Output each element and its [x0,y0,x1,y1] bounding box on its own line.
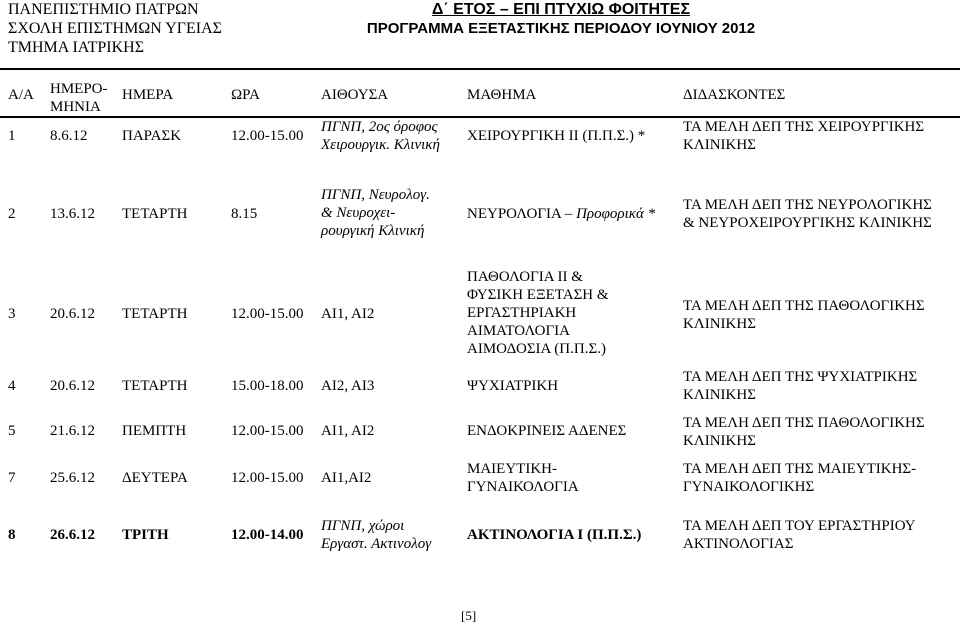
row-date: 8.6.12 [50,128,88,144]
row-time: 12.00-15.00 [231,423,304,439]
row-day: ΠΕΜΠΤΗ [122,423,187,439]
document-title [316,0,806,38]
row-course [467,460,579,496]
col-date-line1: ΗΜΕΡΟ- [50,81,108,97]
row-room-line: Χειρουργικ. Κλινική [321,137,440,153]
row-day: ΤΕΤΑΡΤΗ [122,378,188,394]
row-teachers-line: ΑΚΤΙΝΟΛΟΓΙΑΣ [683,536,794,552]
col-teachers: ΔΙΔΑΣΚΟΝΤΕΣ [683,87,786,103]
row-teachers-line: ΤΑ ΜΕΛΗ ΔΕΠ ΤΗΣ ΜΑΙΕΥΤΙΚΗΣ- [683,461,917,477]
col-aa: Α/Α [8,87,34,103]
col-date [50,80,108,116]
title-year: Δ΄ ΕΤΟΣ – ΕΠΙ ΠΤΥΧΙΩ ΦΟΙΤΗΤΕΣ [431,1,691,18]
row-teachers [683,368,917,404]
row-room: ΑΙ1, ΑΙ2 [321,423,375,439]
row-course-text: ΝΕΥΡΟΛΟΓΙΑ – [467,206,577,222]
title-schedule: ΠΡΟΓΡΑΜΜΑ ΕΞΕΤΑΣΤΙΚΗΣ ΠΕΡΙΟΔΟΥ ΙΟΥΝΙΟΥ 2012 [366,20,756,37]
row-day: ΤΕΤΑΡΤΗ [122,306,188,322]
department-name: ΤΜΗΜΑ ΙΑΤΡΙΚΗΣ [8,39,144,56]
row-course-line: ΑΙΜΑΤΟΛΟΓΙΑ [467,323,570,339]
row-teachers-line: ΤΑ ΜΕΛΗ ΔΕΠ ΤΗΣ ΝΕΥΡΟΛΟΓΙΚΗΣ [683,197,932,213]
row-room [321,118,440,154]
row-course-line: ΓΥΝΑΙΚΟΛΟΓΙΑ [467,479,579,495]
row-teachers [683,297,925,333]
row-room-line: ΠΓΝΠ, Νευρολογ. [321,187,430,203]
row-teachers-line: ΤΑ ΜΕΛΗ ΔΕΠ ΤΗΣ ΨΥΧΙΑΤΡΙΚΗΣ [683,369,918,385]
row-time: 12.00-15.00 [231,128,304,144]
row-date: 20.6.12 [50,378,95,394]
col-course: ΜΑΘΗΜΑ [467,87,537,103]
page-number: [5] [461,608,477,623]
row-teachers [683,196,932,232]
col-time: ΩΡΑ [231,87,260,103]
row-room [321,517,431,553]
row-time: 15.00-18.00 [231,378,304,394]
row-aa: 7 [8,470,16,486]
row-teachers-line: ΚΛΙΝΙΚΗΣ [683,387,756,403]
row-date: 26.6.12 [50,527,95,543]
col-day: ΗΜΕΡΑ [122,87,174,103]
row-teachers-line: ΤΑ ΜΕΛΗ ΔΕΠ ΤΗΣ ΠΑΘΟΛΟΓΙΚΗΣ [683,415,925,431]
row-course-note: Προφορικά * [576,206,656,222]
row-teachers [683,118,924,154]
row-teachers-line: ΚΛΙΝΙΚΗΣ [683,316,756,332]
row-time: 12.00-15.00 [231,470,304,486]
row-course [467,268,609,358]
row-course-line: ΑΙΜΟΔΟΣΙΑ (Π.Π.Σ.) [467,341,606,357]
row-room-line: ρουργική Κλινική [321,223,425,239]
row-course-line: ΕΡΓΑΣΤΗΡΙΑΚΗ [467,305,577,321]
row-course [467,205,655,223]
row-aa: 2 [8,206,16,222]
row-aa: 1 [8,128,16,144]
row-date: 20.6.12 [50,306,95,322]
university-name: ΠΑΝΕΠΙΣΤΗΜΙΟ ΠΑΤΡΩΝ [8,1,199,18]
school-name: ΣΧΟΛΗ ΕΠΙΣΤΗΜΩΝ ΥΓΕΙΑΣ [8,20,222,37]
header-rule-top [0,68,960,70]
row-teachers-line: ΓΥΝΑΙΚΟΛΟΓΙΚΗΣ [683,479,815,495]
col-room: ΑΙΘΟΥΣΑ [321,87,389,103]
row-room-line: Εργαστ. Ακτινολογ [321,536,432,552]
institution-block [8,0,222,57]
row-time: 8.15 [231,206,258,222]
row-teachers-line: ΤΑ ΜΕΛΗ ΔΕΠ ΤΗΣ ΠΑΘΟΛΟΓΙΚΗΣ [683,298,925,314]
row-teachers-line: & ΝΕΥΡΟΧΕΙΡΟΥΡΓΙΚΗΣ ΚΛΙΝΙΚΗΣ [683,215,932,231]
row-date: 25.6.12 [50,470,95,486]
row-course: ΑΚΤΙΝΟΛΟΓΙΑ Ι (Π.Π.Σ.) [467,527,642,543]
row-day: ΠΑΡΑΣΚ [122,128,182,144]
row-room: ΑΙ2, ΑΙ3 [321,378,375,394]
row-teachers-line: ΤΑ ΜΕΛΗ ΔΕΠ ΤΟΥ ΕΡΓΑΣΤΗΡΙΟΥ [683,518,916,534]
row-room: ΑΙ1, ΑΙ2 [321,306,375,322]
row-teachers [683,517,916,553]
row-day: ΤΕΤΑΡΤΗ [122,206,188,222]
row-aa: 4 [8,378,16,394]
row-course-line: ΦΥΣΙΚΗ ΕΞΕΤΑΣΗ & [467,287,609,303]
row-time: 12.00-15.00 [231,306,304,322]
row-aa: 8 [8,527,16,543]
row-course: ΕΝΔΟΚΡΙΝΕΙΣ ΑΔΕΝΕΣ [467,423,627,439]
row-aa: 3 [8,306,16,322]
row-date: 13.6.12 [50,206,95,222]
row-room-line: & Νευροχει- [321,205,396,221]
row-room [321,186,430,240]
row-teachers-line: ΚΛΙΝΙΚΗΣ [683,137,756,153]
row-teachers-line: ΤΑ ΜΕΛΗ ΔΕΠ ΤΗΣ ΧΕΙΡΟΥΡΓΙΚΗΣ [683,119,925,135]
row-room-line: ΠΓΝΠ, 2ος όροφος [321,119,438,135]
row-time: 12.00-14.00 [231,527,304,543]
row-course: ΧΕΙΡΟΥΡΓΙΚΗ ΙΙ (Π.Π.Σ.) * [467,128,646,144]
row-room: ΑΙ1,ΑΙ2 [321,470,372,486]
row-teachers [683,414,925,450]
row-course: ΨΥΧΙΑΤΡΙΚΗ [467,378,559,394]
col-date-line2: ΜΗΝΙΑ [50,99,101,115]
row-date: 21.6.12 [50,423,95,439]
row-course-line: ΜΑΙΕΥΤΙΚΗ- [467,461,557,477]
row-day: ΔΕΥΤΕΡΑ [122,470,188,486]
row-room-line: ΠΓΝΠ, χώροι [321,518,405,534]
row-course-line: ΠΑΘΟΛΟΓΙΑ ΙΙ & [467,269,583,285]
row-teachers [683,460,916,496]
row-teachers-line: ΚΛΙΝΙΚΗΣ [683,433,756,449]
row-day: ΤΡΙΤΗ [122,527,169,543]
row-aa: 5 [8,423,16,439]
